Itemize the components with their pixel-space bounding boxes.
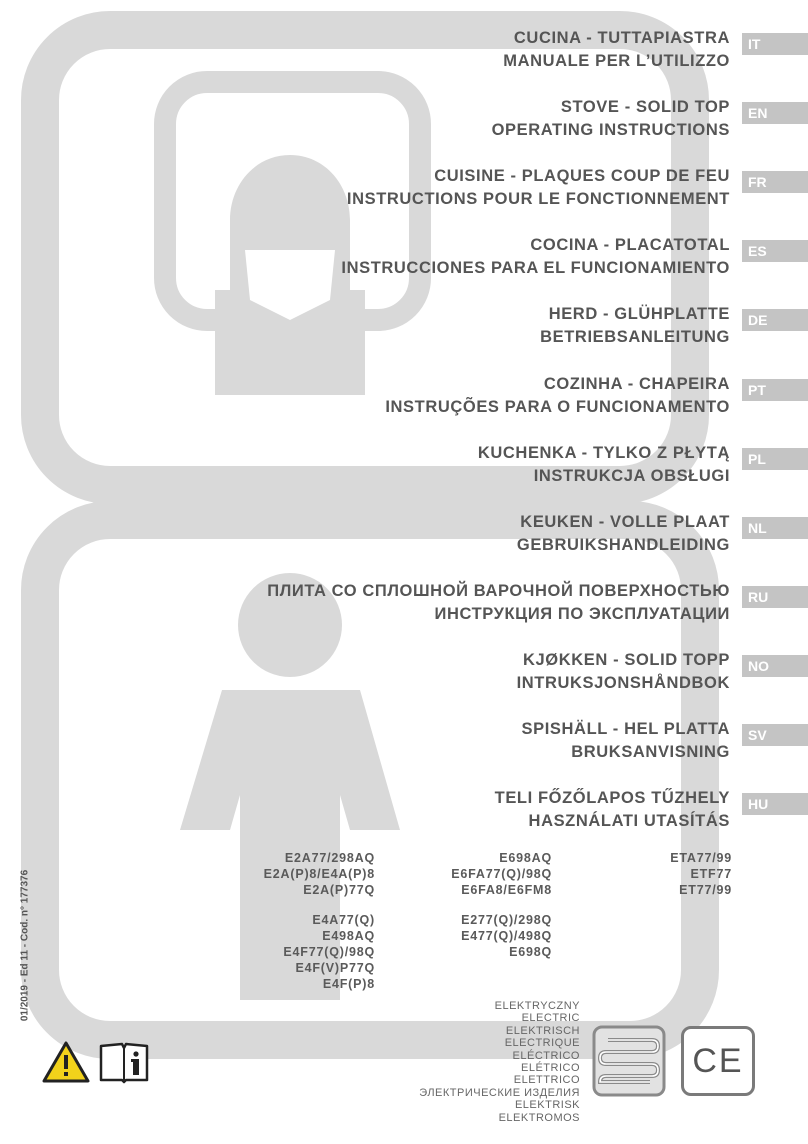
language-subtitle: ИНСТРУКЦИЯ ПО ЭКСПЛУАТАЦИИ xyxy=(434,604,730,623)
language-block-fr xyxy=(40,165,730,211)
electric-label: ЭЛЕКТРИЧЕСКИЕ ИЗДЕЛИЯ xyxy=(419,1086,580,1099)
electric-label-list xyxy=(360,1000,580,1124)
language-title: KEUKEN - VOLLE PLAAT xyxy=(520,512,730,531)
models-col1a xyxy=(200,850,375,898)
language-block-it xyxy=(40,27,730,73)
language-code-tab: PT xyxy=(742,379,808,401)
model-code: ET77/99 xyxy=(679,883,732,897)
manual-info-icon xyxy=(98,1040,150,1084)
language-code-tab: FR xyxy=(742,171,808,193)
electric-label: ELEKTRISCH xyxy=(505,1024,580,1037)
language-code-tab: IT xyxy=(742,33,808,55)
model-code: E477(Q)/498Q xyxy=(461,929,552,943)
language-subtitle: INTRUKSJONSHÅNDBOK xyxy=(516,673,730,692)
ce-mark-text: CE xyxy=(692,1042,744,1080)
language-title: ПЛИТА СО СПЛОШНОЙ ВАРОЧНОЙ ПОВЕРХНОСТЬЮ xyxy=(267,581,730,600)
language-block-pl xyxy=(40,442,730,488)
model-code: E698Q xyxy=(509,945,552,959)
ce-mark-icon xyxy=(681,1026,755,1096)
language-title: SPISHÄLL - HEL PLATTA xyxy=(521,720,730,738)
electric-label: ELECTRIC xyxy=(521,1012,580,1025)
language-title: COZINHA - CHAPEIRA xyxy=(543,374,730,393)
language-block-en xyxy=(40,96,730,142)
language-subtitle: INSTRUCCIONES PARA EL FUNCIONAMIENTO xyxy=(341,259,730,278)
language-subtitle: GEBRUIKSHANDLEIDING xyxy=(516,535,730,554)
language-code-tab: HU xyxy=(742,793,808,815)
language-code-tab: EN xyxy=(742,102,808,124)
electric-label: ELEKTROMOS xyxy=(498,1111,580,1124)
language-subtitle: INSTRUCTIONS POUR LE FONCTIONNEMENT xyxy=(346,190,730,209)
language-code-tab: SV xyxy=(742,724,808,746)
language-title: HERD - GLÜHPLATTE xyxy=(548,305,730,324)
model-code: E2A(P)77Q xyxy=(303,883,375,897)
language-title: CUCINA - TUTTAPIASTRA xyxy=(513,29,730,47)
language-block-nl xyxy=(40,511,730,557)
language-subtitle: INSTRUKCJA OBSŁUGI xyxy=(533,466,730,485)
language-block-de xyxy=(40,303,730,349)
language-code-tab: NL xyxy=(742,517,808,539)
electric-label: ELEKTRISK xyxy=(514,1099,580,1112)
models-col1b xyxy=(200,912,375,992)
language-code-tab: RU xyxy=(742,586,808,608)
language-title: TELI FŐZŐLAPOS TŰZHELY xyxy=(494,789,730,808)
language-subtitle: OPERATING INSTRUCTIONS xyxy=(491,121,730,140)
model-code: E4A77(Q) xyxy=(312,913,375,927)
model-code: E6FA8/E6FM8 xyxy=(461,883,552,897)
language-block-no xyxy=(40,649,730,695)
model-code: E2A(P)8/E4A(P)8 xyxy=(263,867,375,881)
language-block-es xyxy=(40,234,730,280)
model-code: E2A77/298AQ xyxy=(284,851,375,865)
language-subtitle: INSTRUÇÕES PARA O FUNCIONAMENTO xyxy=(385,397,730,416)
language-title: COCINA - PLACATOTAL xyxy=(530,236,730,255)
language-title: CUISINE - PLAQUES COUP DE FEU xyxy=(434,167,730,186)
model-code: E4F77(Q)/98Q xyxy=(283,945,375,959)
models-col2a xyxy=(395,850,552,898)
electric-label: ELETTRICO xyxy=(513,1074,580,1087)
language-block-hu xyxy=(40,787,730,833)
model-code: ETA77/99 xyxy=(670,851,732,865)
warning-triangle-icon xyxy=(42,1040,90,1084)
model-code: ETF77 xyxy=(690,867,732,881)
language-subtitle: HASZNÁLATI UTASÍTÁS xyxy=(528,812,730,831)
model-code: E4F(P)8 xyxy=(322,977,375,991)
language-code-tab: NO xyxy=(742,655,808,677)
models-col3 xyxy=(600,850,732,898)
language-subtitle: BRUKSANVISNING xyxy=(571,743,730,761)
model-code: E698AQ xyxy=(499,851,552,865)
language-block-ru xyxy=(40,580,730,626)
electric-label: ELÉCTRICO xyxy=(512,1049,580,1062)
language-title: KJØKKEN - SOLID TOPP xyxy=(523,650,730,669)
electric-plate-icon xyxy=(592,1025,666,1097)
language-code-tab: ES xyxy=(742,240,808,262)
language-block-sv xyxy=(40,718,730,764)
language-title: KUCHENKA - TYLKO Z PŁYTĄ xyxy=(477,443,730,462)
model-code: E277(Q)/298Q xyxy=(461,913,552,927)
language-subtitle: MANUALE PER L’UTILIZZO xyxy=(503,52,730,70)
language-title: STOVE - SOLID TOP xyxy=(560,98,730,117)
language-code-tab: DE xyxy=(742,309,808,331)
electric-label: ELÉTRICO xyxy=(520,1062,580,1075)
language-subtitle: BETRIEBSANLEITUNG xyxy=(540,328,730,347)
document-code: 01/2019 - Ed 11 - Cod. n° 177376 xyxy=(19,869,31,1022)
language-block-pt xyxy=(40,373,730,419)
model-code: E498AQ xyxy=(322,929,375,943)
model-code: E4F(V)P77Q xyxy=(295,961,375,975)
model-code: E6FA77(Q)/98Q xyxy=(451,867,552,881)
electric-label: ELECTRIQUE xyxy=(504,1037,580,1050)
models-col2b xyxy=(395,912,552,960)
language-code-tab: PL xyxy=(742,448,808,470)
electric-label: ELEKTRYCZNY xyxy=(494,1000,580,1012)
